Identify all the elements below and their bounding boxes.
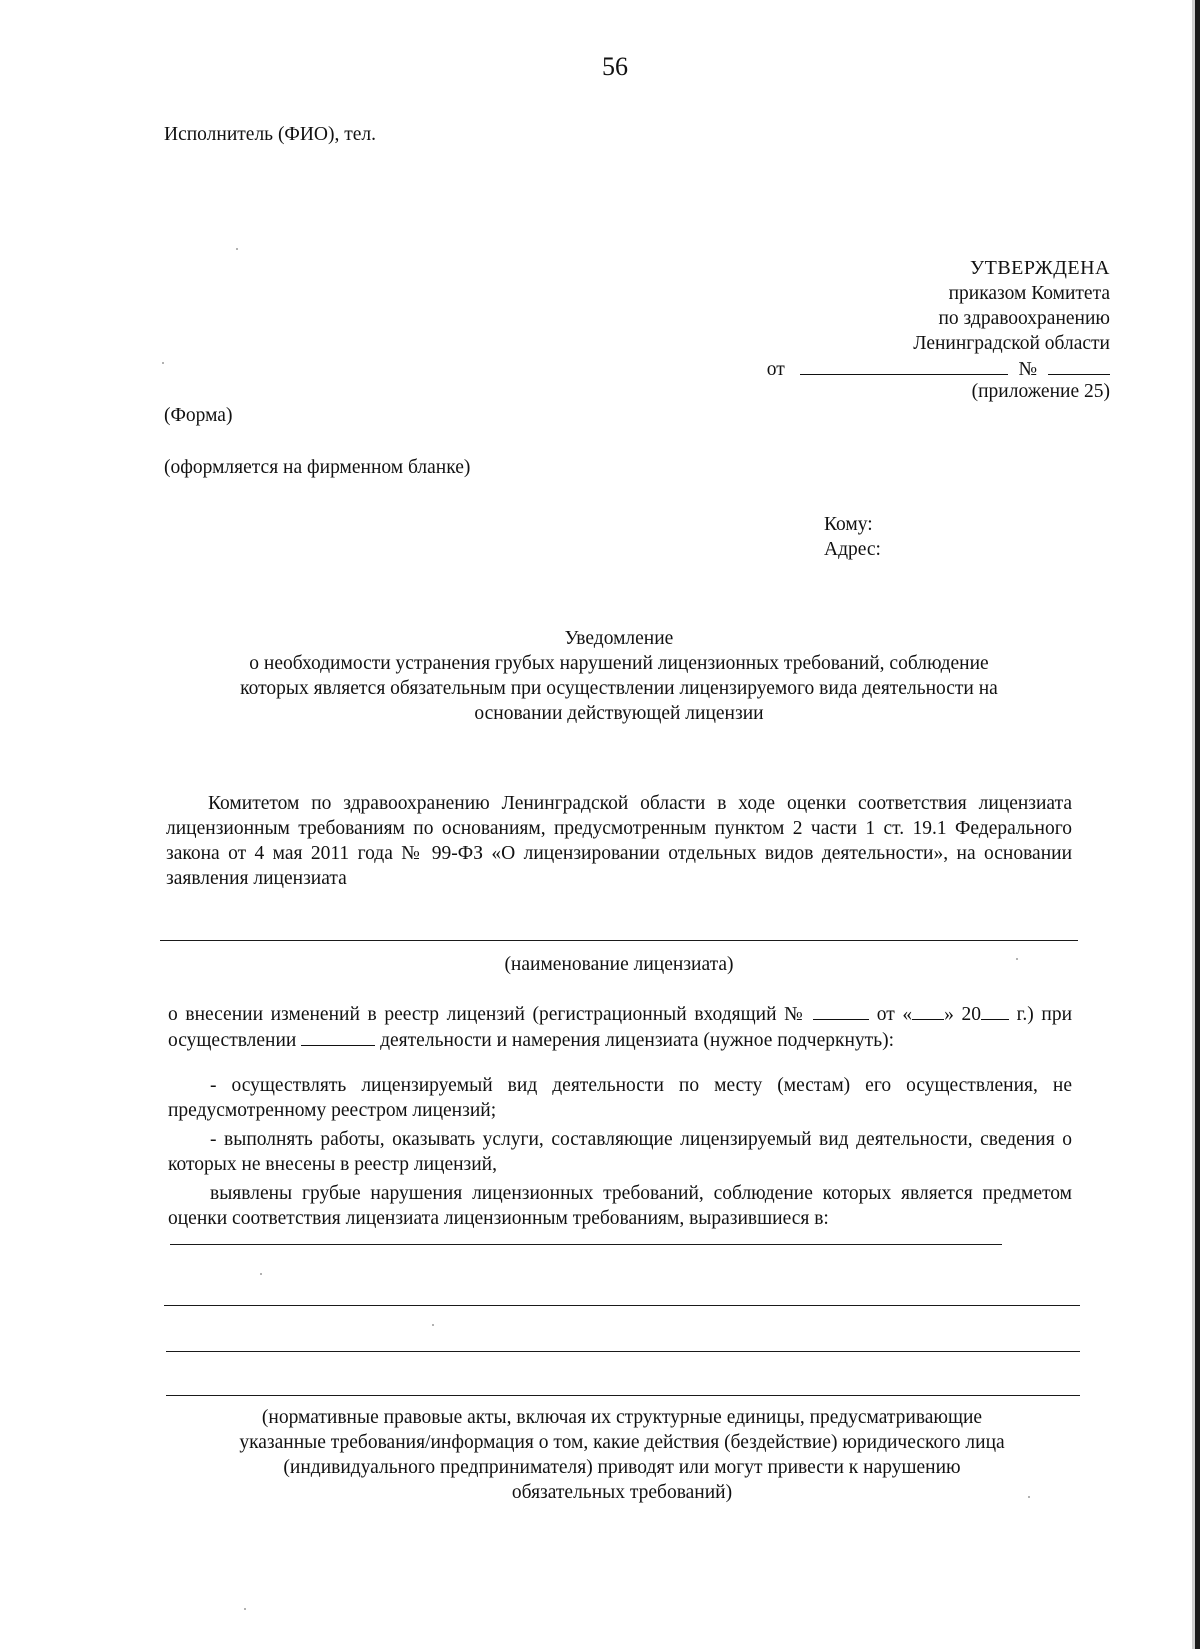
incoming-number-blank bbox=[813, 1001, 869, 1020]
approval-line-1: приказом Комитета bbox=[948, 283, 1110, 304]
violations-line-3 bbox=[166, 1351, 1080, 1352]
scan-speck bbox=[236, 248, 238, 250]
approval-block bbox=[690, 256, 1110, 356]
day-blank bbox=[912, 1001, 944, 1020]
scan-speck bbox=[244, 1608, 246, 1610]
order-number-blank bbox=[1048, 356, 1110, 375]
violations-line-1 bbox=[170, 1244, 1002, 1245]
scan-speck bbox=[432, 1324, 434, 1326]
acts-caption-line-3: (индивидуального предпринимателя) приводят или могут привести к нарушению bbox=[283, 1457, 961, 1478]
approval-line-3: Ленинградской области bbox=[913, 333, 1110, 354]
scan-speck bbox=[1016, 958, 1018, 960]
order-number-label: № bbox=[1018, 359, 1038, 380]
registry-text-4: 20 bbox=[961, 1004, 981, 1025]
acts-caption bbox=[164, 1405, 1080, 1505]
scan-speck bbox=[1028, 1496, 1030, 1498]
registry-paragraph bbox=[168, 1001, 1072, 1053]
violations-paragraph: выявлены грубые нарушения лицензионных требований, соблюдение которых является предметом оценки соответствия лицензиата лицензионным требованиям, выразившиеся в: bbox=[168, 1183, 1072, 1229]
registry-text-2: от « bbox=[876, 1004, 913, 1025]
acts-caption-line-2: указанные требования/информация о том, какие действия (бездействие) юридического лица bbox=[239, 1432, 1005, 1453]
notice-subtitle-line-3: основании действующей лицензии bbox=[474, 703, 764, 724]
year-blank bbox=[981, 1001, 1009, 1020]
approval-appendix: (приложение 25) bbox=[971, 381, 1110, 402]
registry-text-1: о внесении изменений в реестр лицензий (регистрационный входящий № bbox=[168, 1004, 806, 1025]
bullet-2: - выполнять работы, оказывать услуги, составляющие лицензируемый вид деятельности, сведения о которых не внесены в реестр лицензий, bbox=[168, 1129, 1072, 1175]
intro-paragraph: Комитетом по здравоохранению Ленинградской области в ходе оценки соответствия лицензиата лицензионным требованиям по основаниям, предусмотренным пунктом 2 части 1 ст. 19.1 Федерального закона от 4 мая 2011 года № 99-ФЗ «О лицензировании отдельных видов деятельности», на основании заявления лицензиата bbox=[166, 793, 1072, 889]
bullet-1: - осуществлять лицензируемый вид деятельности по месту (местам) его осуществления, не предусмотренному реестром лицензий; bbox=[168, 1075, 1072, 1121]
approval-title: УТВЕРЖДЕНА bbox=[969, 257, 1110, 279]
notice-heading bbox=[164, 626, 1074, 726]
letterhead-note: (оформляется на фирменном бланке) bbox=[164, 457, 471, 478]
violations-line-2 bbox=[164, 1305, 1080, 1306]
page-number: 56 bbox=[602, 52, 628, 81]
scan-speck bbox=[260, 1273, 262, 1275]
licensee-name-line bbox=[160, 940, 1078, 941]
activity-blank bbox=[301, 1027, 375, 1046]
licensee-caption: (наименование лицензиата) bbox=[504, 954, 734, 975]
approval-line-2: по здравоохранению bbox=[938, 308, 1110, 329]
registry-text-3: » bbox=[944, 1004, 954, 1025]
notice-subtitle-line-1: о необходимости устранения грубых нарушений лицензионных требований, соблюдение bbox=[249, 653, 989, 674]
recipient-to-label: Кому: bbox=[824, 514, 873, 535]
notice-subtitle-line-2: которых является обязательным при осуществлении лицензируемого вида деятельности на bbox=[240, 678, 998, 699]
registry-text-5: г.) при осуществлении bbox=[168, 1004, 1073, 1051]
recipient-address-label: Адрес: bbox=[824, 539, 881, 560]
violations-line-4 bbox=[166, 1395, 1080, 1396]
order-from-label: от bbox=[766, 359, 785, 380]
notice-title: Уведомление bbox=[564, 628, 674, 649]
registry-text-6: деятельности и намерения лицензиата (нужное подчеркнуть): bbox=[380, 1030, 894, 1051]
form-label: (Форма) bbox=[164, 405, 233, 426]
scan-edge bbox=[1195, 0, 1200, 1649]
acts-caption-line-1: (нормативные правовые акты, включая их структурные единицы, предусматривающие bbox=[261, 1407, 983, 1428]
scan-speck bbox=[162, 362, 164, 364]
acts-caption-line-4: обязательных требований) bbox=[511, 1482, 733, 1503]
order-date-blank bbox=[800, 356, 1008, 375]
executor-line: Исполнитель (ФИО), тел. bbox=[164, 124, 377, 145]
